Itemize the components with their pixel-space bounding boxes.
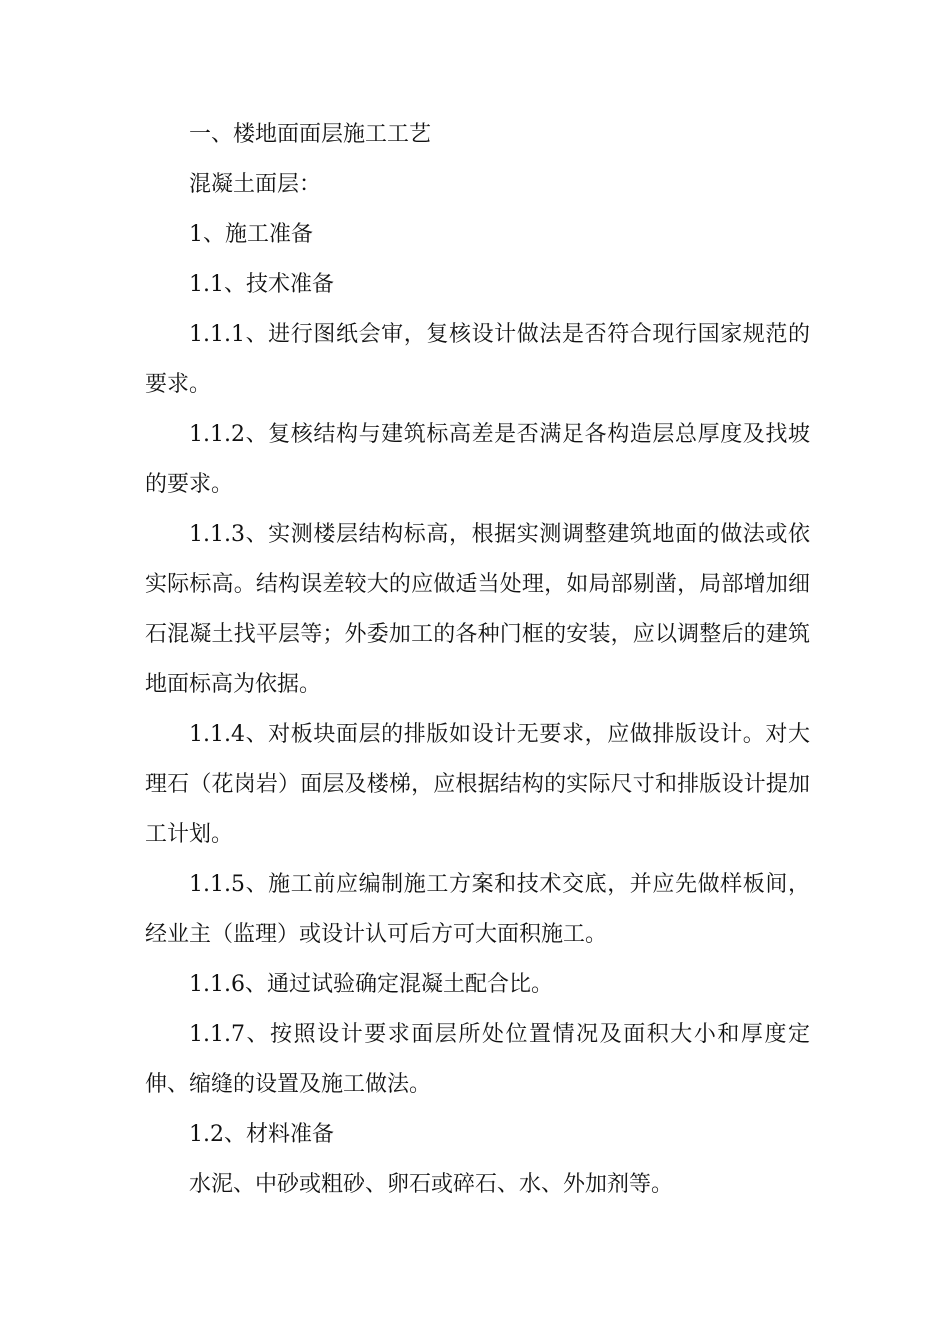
paragraph-materials: 水泥、中砂或粗砂、卵石或碎石、水、外加剂等。 — [189, 1172, 674, 1197]
paragraph-1-1-7: 1.1.7、按照设计要求面层所处位置情况及面积大小和厚度定伸、缩缝的设置及施工做法。 — [145, 1022, 810, 1097]
section-heading: 一、楼地面面层施工工艺 — [189, 122, 432, 147]
paragraph-1-1-2: 1.1.2、复核结构与建筑标高差是否满足各构造层总厚度及找坡的要求。 — [145, 422, 810, 497]
paragraph-1-1-6: 1.1.6、通过试验确定混凝土配合比。 — [189, 972, 553, 997]
heading-1-2: 1.2、材料准备 — [189, 1122, 334, 1147]
document-body — [145, 110, 810, 1210]
paragraph-1-1-5: 1.1.5、施工前应编制施工方案和技术交底，并应先做样板间，经业主（监理）或设计认可后方可大面积施工。 — [145, 872, 810, 947]
subsection-heading: 混凝土面层： — [189, 172, 322, 197]
heading-1-1: 1.1、技术准备 — [189, 272, 334, 297]
paragraph-1-1-1: 1.1.1、进行图纸会审，复核设计做法是否符合现行国家规范的要求。 — [145, 322, 810, 397]
paragraph-1-1-3: 1.1.3、实测楼层结构标高，根据实测调整建筑地面的做法或依实际标高。结构误差较大的应做适当处理，如局部剔凿，局部增加细石混凝土找平层等；外委加工的各种门框的安装，应以调整后的建筑地面标高为依据。 — [145, 522, 810, 697]
heading-1: 1、施工准备 — [189, 222, 313, 247]
paragraph-1-1-4: 1.1.4、对板块面层的排版如设计无要求，应做排版设计。对大理石（花岗岩）面层及楼梯，应根据结构的实际尺寸和排版设计提加工计划。 — [145, 722, 810, 847]
